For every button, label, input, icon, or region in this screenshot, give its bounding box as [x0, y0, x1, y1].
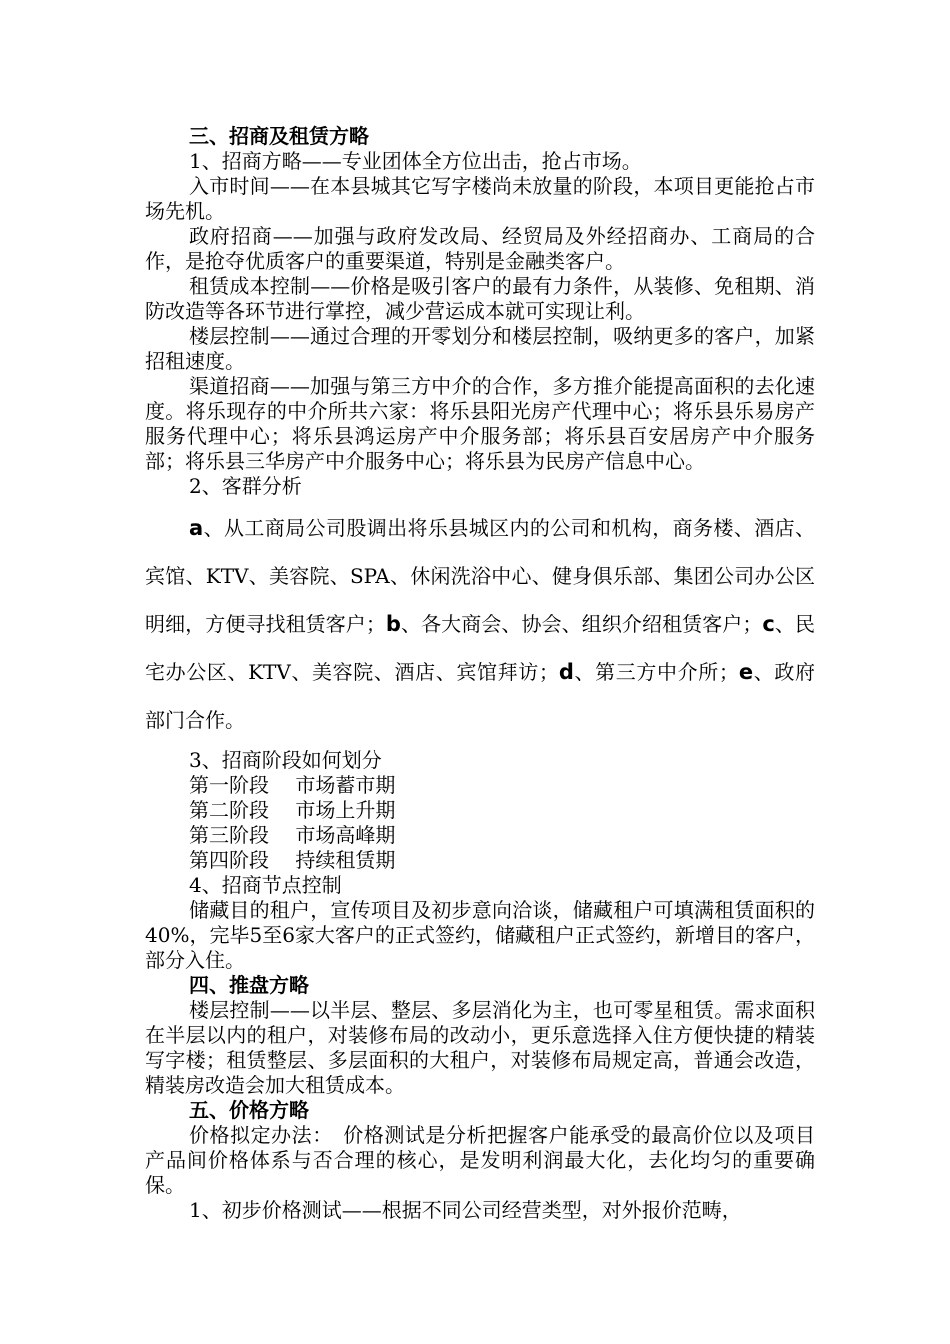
stage-item: 第三阶段 市场高峰期: [189, 823, 396, 847]
section-heading: 四、推盘方略: [189, 973, 309, 997]
section-heading: 三、招商及租赁方略: [189, 124, 369, 148]
list-item-text: 、政府部门合作。: [145, 660, 816, 732]
paragraph: 2、客群分析: [189, 474, 302, 498]
paragraph: 政府招商——加强与政府发改局、经贸局及外经招商办、工商局的合作，是抢夺优质客户的重要渠道，特别是金融类客户。: [145, 224, 815, 273]
paragraph: 1、初步价格测试——根据不同公司经营类型，对外报价范畴，: [189, 1198, 742, 1222]
list-marker: c: [762, 612, 775, 636]
stage-item: 第一阶段 市场蓄市期: [189, 773, 396, 797]
section-stage-heading: [145, 748, 815, 773]
list-marker: a: [189, 516, 204, 540]
section-nodes-pricing: [145, 873, 815, 1223]
paragraph: 租赁成本控制——价格是吸引客户的最有力条件，从装修、免租期、消防改造等各环节进行掌控，减少营运成本就可实现让利。: [145, 274, 815, 323]
list-marker: e: [738, 660, 754, 684]
paragraph: 3、招商阶段如何划分: [189, 748, 382, 772]
list-item-text: 、民宅办公区、KTV、美容院、酒店、宾馆拜访；: [145, 612, 816, 684]
stage-item: 第二阶段 市场上升期: [189, 798, 396, 822]
list-marker: d: [558, 660, 574, 684]
list-marker: b: [385, 612, 401, 636]
paragraph: 1、招商方略——专业团体全方位出击，抢占市场。: [189, 149, 642, 173]
list-item-text: 、第三方中介所；: [573, 660, 739, 684]
paragraph: 入市时间——在本县城其它写字楼尚未放量的阶段，本项目更能抢占市场先机。: [145, 174, 815, 223]
paragraph: 储藏目的租户，宣传项目及初步意向洽谈，储藏租户可填满租赁面积的40%，完毕5至6家大客户的正式签约，储藏租户正式签约，新增目的客户，部分入住。: [145, 898, 815, 972]
paragraph: 渠道招商——加强与第三方中介的合作，多方推介能提高面积的去化速度。将乐现存的中介所共六家：将乐县阳光房产代理中心；将乐县乐易房产服务代理中心；将乐县鸿运房产中介服务部；将乐县百安居房产中介服务部；将乐县三华房产中介服务中心；将乐县为民房产信息中心。: [145, 374, 815, 473]
list-item-text: 、各大商会、协会、组织介绍租赁客户；: [400, 612, 763, 636]
customer-group-analysis: [145, 504, 815, 744]
stage-item: 第四阶段 持续租赁期: [189, 848, 396, 872]
paragraph: 价格拟定办法： 价格测试是分析把握客户能承受的最高价位以及项目产品间价格体系与否合理的核心，是发明利润最大化，去化均匀的重要确保。: [145, 1123, 815, 1197]
list-item-text: 、从工商局公司股调出将乐县城区内的公司和机构，商务楼、酒店、宾馆、KTV、美容院、SPA、休闲洗浴中心、健身俱乐部、集团公司办公区明细，方便寻找租赁客户；: [145, 516, 815, 636]
stage-list: [145, 773, 815, 873]
section-heading: 五、价格方略: [189, 1098, 309, 1122]
paragraph: 楼层控制——通过合理的开零划分和楼层控制，吸纳更多的客户，加紧招租速度。: [145, 324, 815, 373]
paragraph: 楼层控制——以半层、整层、多层消化为主，也可零星租赁。需求面积在半层以内的租户，对装修布局的改动小，更乐意选择入住方便快捷的精装写字楼；租赁整层、多层面积的大租户，对装修布局规定高，普通会改造，精装房改造会加大租赁成本。: [145, 998, 815, 1097]
paragraph: 4、招商节点控制: [189, 873, 342, 897]
document-body: [145, 124, 815, 1223]
section-tenancy-strategy: [145, 124, 815, 499]
